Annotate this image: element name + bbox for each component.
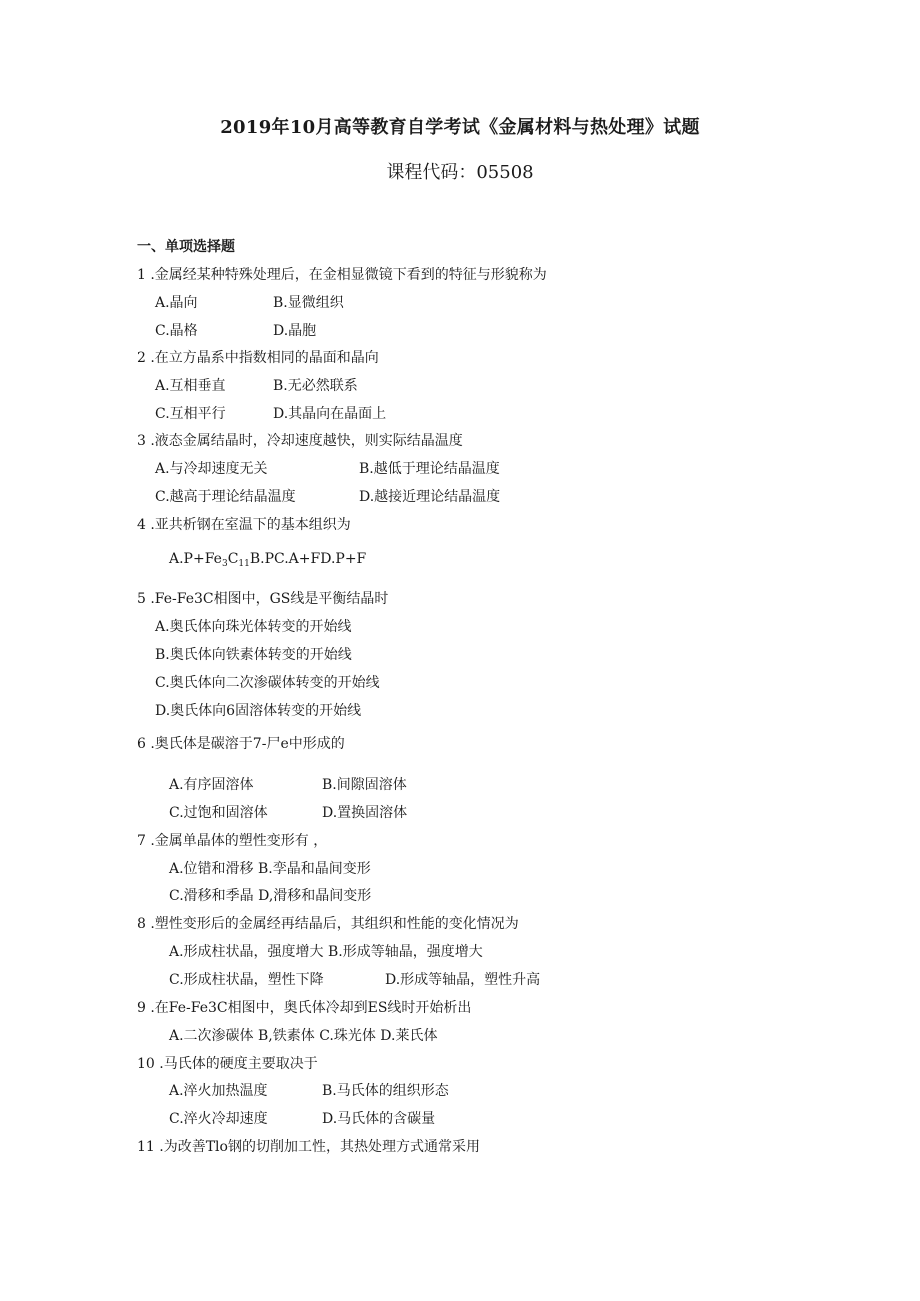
q4-options-subscript: 3 (221, 559, 228, 569)
q10-option-a: A.淬火加热温度 (169, 1083, 268, 1099)
q10-option-d: D.马氏体的含碳量 (322, 1111, 436, 1127)
question-2-stem: 2 .在立方晶系中指数相同的晶面和晶向 (137, 350, 379, 366)
q1-option-c: C.晶格 (155, 323, 198, 339)
question-11-stem: 11 .为改善Tlo钢的切削加工性，其热处理方式通常采用 (137, 1139, 480, 1155)
q5-option-b: B.奥氏体向铁素体转变的开始线 (155, 647, 352, 663)
page-title: 2019年10月高等教育自学考试《金属材料与热处理》试题 (220, 117, 700, 138)
q10-option-b: B.马氏体的组织形态 (322, 1083, 449, 1099)
q2-option-b: B.无必然联系 (273, 378, 358, 394)
q1-option-d: D.晶胞 (273, 323, 317, 339)
q3-option-b: B.越低于理论结晶温度 (359, 461, 500, 477)
q1-option-b: B.显微组织 (273, 295, 344, 311)
q5-option-d: D.奥氏体向6固溶体转变的开始线 (155, 703, 362, 719)
q7-option-cd: C.滑移和季晶 D,滑移和晶间变形 (169, 888, 372, 904)
q4-options-part-a: A.P+Fe (169, 551, 222, 567)
question-9-stem: 9 .在Fe-Fe3C相图中，奥氏体冷却到ES线时开始析出 (137, 1000, 472, 1016)
q6-option-a: A.有序固溶体 (169, 777, 254, 793)
q7-option-ab: A.位错和滑移 B.孪晶和晶间变形 (169, 861, 371, 877)
q6-option-c: C.过饱和固溶体 (169, 805, 268, 821)
course-code: 课程代码：05508 (386, 162, 534, 183)
q4-options-subscript-2: 11 (238, 559, 250, 569)
q1-option-a: A.晶向 (155, 295, 198, 311)
question-6-stem: 6 .奥氏体是碳溶于7-尸e中形成的 (137, 736, 345, 752)
q5-option-a: A.奥氏体向珠光体转变的开始线 (155, 619, 352, 635)
section-heading: 一、单项选择题 (137, 239, 235, 255)
question-8-stem: 8 .塑性变形后的金属经再结晶后，其组织和性能的变化情况为 (137, 916, 519, 932)
question-4-stem: 4 .亚共析钢在室温下的基本组织为 (137, 517, 351, 533)
q6-option-b: B.间隙固溶体 (322, 777, 407, 793)
question-1-stem: 1 .金属经某种特殊处理后，在金相显微镜下看到的特征与形貌称为 (137, 267, 547, 283)
question-5-stem: 5 .Fe-Fe3C相图中，GS线是平衡结晶时 (137, 591, 389, 607)
q3-option-a: A.与冷却速度无关 (155, 461, 268, 477)
question-3-stem: 3 .液态金属结晶时，冷却速度越快，则实际结晶温度 (137, 433, 463, 449)
q6-option-d: D.置换固溶体 (322, 805, 408, 821)
q4-options-line (169, 550, 366, 573)
q4-options-part-b: C (227, 551, 239, 567)
q2-option-a: A.互相垂直 (155, 378, 226, 394)
q8-option-c: C.形成柱状晶，塑性下降 (169, 972, 324, 988)
q4-options-part-c: B.PC.A+FD.P+F (249, 551, 367, 567)
q3-option-d: D.越接近理论结晶温度 (359, 489, 501, 505)
q10-option-c: C.淬火冷却速度 (169, 1111, 268, 1127)
q2-option-d: D.其晶向在晶面上 (273, 406, 387, 422)
question-7-stem: 7 .金属单晶体的塑性变形有 ， (137, 833, 328, 849)
q3-option-c: C.越高于理论结晶温度 (155, 489, 296, 505)
q8-option-d: D.形成等轴晶，塑性升高 (385, 972, 541, 988)
q9-options-line: A.二次渗碳体 B,铁素体 C.珠光体 D.莱氏体 (169, 1028, 438, 1044)
q2-option-c: C.互相平行 (155, 406, 226, 422)
q8-option-ab: A.形成柱状晶，强度增大 B.形成等轴晶，强度增大 (169, 944, 483, 960)
question-10-stem: 10 .马氏体的硬度主要取决于 (137, 1056, 318, 1072)
q5-option-c: C.奥氏体向二次渗碳体转变的开始线 (155, 675, 380, 691)
